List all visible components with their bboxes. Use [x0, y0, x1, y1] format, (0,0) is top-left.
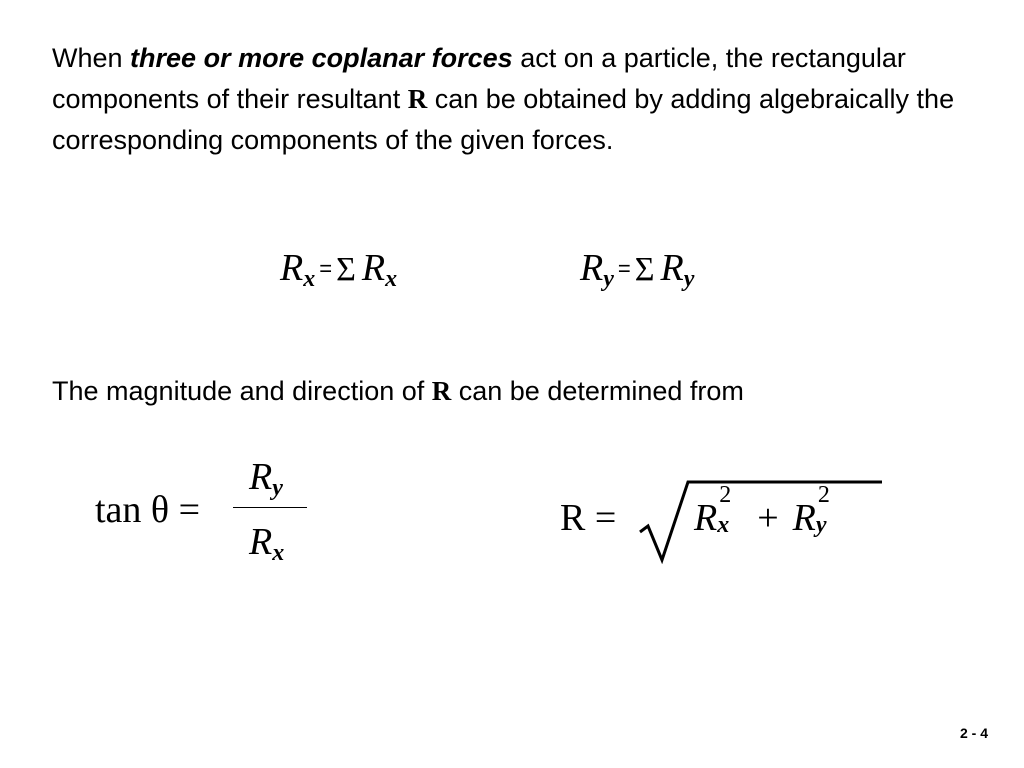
magnitude-formula — [560, 470, 890, 570]
rx-lhs-sub: x — [303, 266, 316, 292]
ry-rhs: R — [660, 247, 684, 289]
rx-sigma: Σ — [336, 251, 356, 288]
ry-equals: = — [617, 256, 631, 281]
intro-emphasis: three or more coplanar forces — [130, 43, 513, 73]
intro-text-start: When — [52, 43, 131, 73]
ry-lhs: R — [580, 247, 604, 289]
rx-sum-equation — [280, 246, 397, 293]
fraction-denominator: $R_x$ — [249, 521, 285, 566]
ry-lhs-sub: y — [603, 266, 614, 292]
magnitude-direction-paragraph — [52, 371, 992, 412]
tan-theta-formula — [95, 455, 355, 575]
rx-lhs: R — [280, 247, 304, 289]
magnitude-radicand: R 2 x + R 2 y — [694, 482, 830, 539]
resultant-symbol: R — [407, 84, 428, 114]
magnitude-lhs: R = — [560, 497, 617, 539]
ry-rhs-sub: y — [683, 266, 695, 292]
rx-rhs: R — [361, 247, 386, 289]
intro-paragraph — [52, 38, 992, 161]
para2-text-start: The magnitude and direction of — [52, 376, 432, 406]
fraction-numerator: $R_y$ — [249, 456, 283, 501]
rx-rhs-sub: x — [385, 266, 398, 292]
page-number: 2 - 4 — [959, 725, 988, 741]
tan-theta-lhs: tan θ = — [95, 489, 201, 531]
para2-resultant-symbol: R — [431, 376, 452, 406]
rx-equals: = — [319, 256, 333, 281]
para2-text-end: can be determined from — [451, 376, 744, 406]
intro-text-end: can be obtained by adding algebraically the corresponding components of the given forces. — [52, 84, 955, 155]
ry-sigma: Σ — [634, 251, 655, 288]
fraction-bar — [233, 507, 307, 508]
intro-text-mid: act on a particle, the rectangular components of their resultant — [52, 43, 906, 114]
ry-sum-equation — [580, 246, 694, 293]
